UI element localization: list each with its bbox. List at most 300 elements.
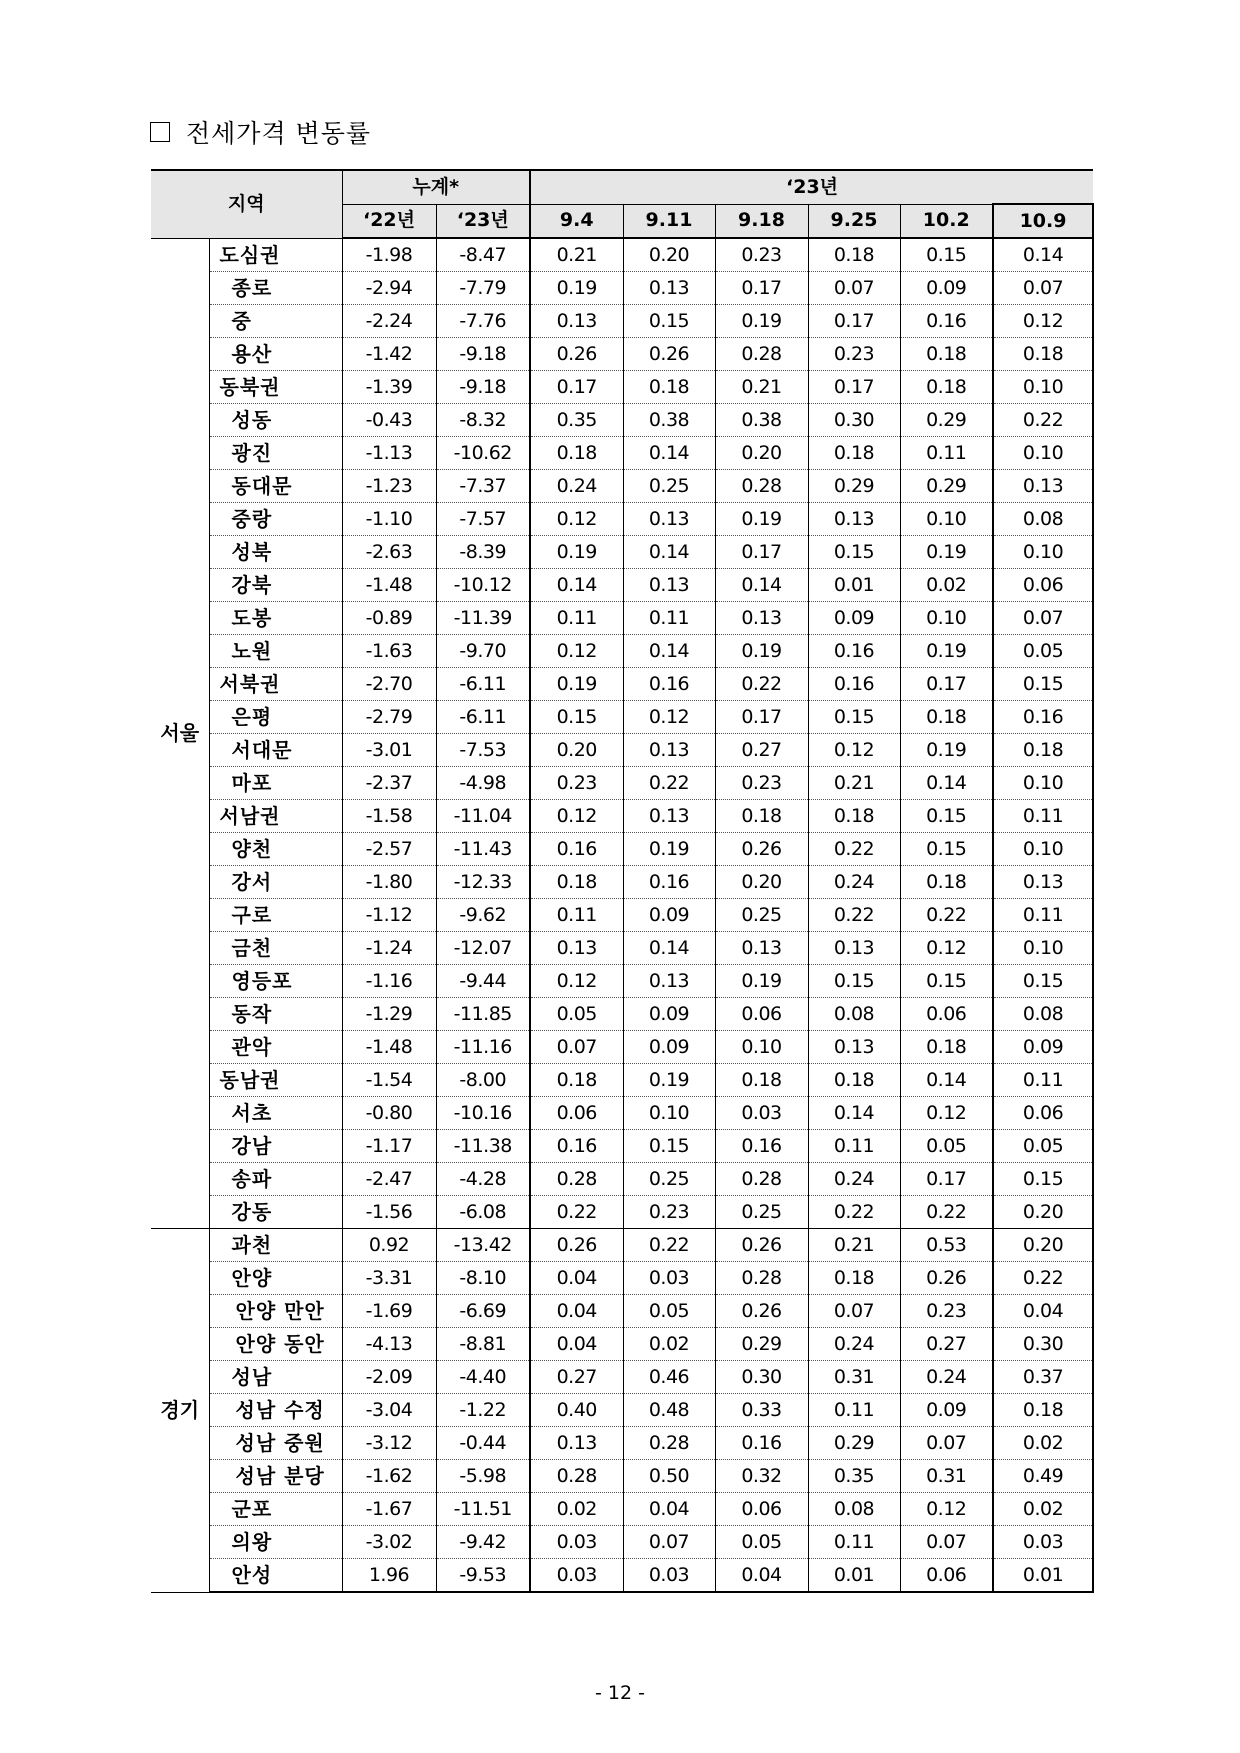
cumulative-value: -6.11 xyxy=(436,668,530,701)
table-row xyxy=(151,1526,1093,1559)
cumulative-value: -3.02 xyxy=(342,1526,436,1559)
cumulative-value: -4.28 xyxy=(436,1163,530,1196)
area-name: 강서 xyxy=(209,866,342,899)
cumulative-value: -9.53 xyxy=(436,1559,530,1593)
weekly-value: 0.25 xyxy=(715,1196,808,1229)
table-row xyxy=(151,1229,1093,1262)
weekly-value: 0.18 xyxy=(808,800,900,833)
weekly-value: 0.06 xyxy=(900,998,993,1031)
weekly-value: 0.10 xyxy=(900,503,993,536)
weekly-value: 0.15 xyxy=(900,800,993,833)
area-name: 양천 xyxy=(209,833,342,866)
area-name: 영등포 xyxy=(209,965,342,998)
weekly-value: 0.05 xyxy=(900,1130,993,1163)
weekly-value: 0.13 xyxy=(808,503,900,536)
weekly-value: 0.14 xyxy=(900,1064,993,1097)
weekly-value: 0.15 xyxy=(900,965,993,998)
cumulative-value: -2.79 xyxy=(342,701,436,734)
weekly-value: 0.08 xyxy=(808,998,900,1031)
weekly-value: 0.05 xyxy=(993,1130,1093,1163)
section-title xyxy=(150,114,371,150)
weekly-value: 0.18 xyxy=(530,1064,623,1097)
weekly-value: 0.23 xyxy=(808,338,900,371)
table-row xyxy=(151,1262,1093,1295)
cumulative-value: -4.98 xyxy=(436,767,530,800)
weekly-value: 0.20 xyxy=(530,734,623,767)
weekly-value: 0.10 xyxy=(623,1097,715,1130)
table-row xyxy=(151,800,1093,833)
weekly-value: 0.09 xyxy=(623,899,715,932)
weekly-value: 0.20 xyxy=(715,866,808,899)
cumulative-value: -2.63 xyxy=(342,536,436,569)
area-name: 서초 xyxy=(209,1097,342,1130)
table-row xyxy=(151,1394,1093,1427)
weekly-value: 0.28 xyxy=(530,1163,623,1196)
weekly-value: 0.13 xyxy=(623,800,715,833)
weekly-value: 0.06 xyxy=(530,1097,623,1130)
weekly-value: 0.07 xyxy=(900,1427,993,1460)
weekly-value: 0.28 xyxy=(715,338,808,371)
weekly-value: 0.12 xyxy=(900,1097,993,1130)
cumulative-value: -0.80 xyxy=(342,1097,436,1130)
cumulative-value: -1.23 xyxy=(342,470,436,503)
jeonse-price-change-table xyxy=(151,169,1094,1593)
cumulative-value: -2.57 xyxy=(342,833,436,866)
table-row xyxy=(151,404,1093,437)
cumulative-value: -11.51 xyxy=(436,1493,530,1526)
area-name: 금천 xyxy=(209,932,342,965)
cumulative-value: -5.98 xyxy=(436,1460,530,1493)
weekly-value: 0.14 xyxy=(623,932,715,965)
weekly-value: 0.10 xyxy=(993,932,1093,965)
table-row xyxy=(151,932,1093,965)
table-row xyxy=(151,1361,1093,1394)
header-week: 9.11 xyxy=(623,204,715,238)
area-name: 안양 xyxy=(209,1262,342,1295)
weekly-value: 0.38 xyxy=(623,404,715,437)
cumulative-value: -8.39 xyxy=(436,536,530,569)
table-row xyxy=(151,1031,1093,1064)
cumulative-value: -7.76 xyxy=(436,305,530,338)
table-row xyxy=(151,1295,1093,1328)
weekly-value: 0.21 xyxy=(808,1229,900,1262)
weekly-value: 0.06 xyxy=(993,569,1093,602)
weekly-value: 0.26 xyxy=(530,1229,623,1262)
weekly-value: 0.20 xyxy=(623,238,715,272)
area-name: 안성 xyxy=(209,1559,342,1593)
table-row xyxy=(151,734,1093,767)
cumulative-value: -12.07 xyxy=(436,932,530,965)
area-name: 동남권 xyxy=(209,1064,342,1097)
table-row xyxy=(151,305,1093,338)
weekly-value: 0.28 xyxy=(715,1163,808,1196)
cumulative-value: -2.24 xyxy=(342,305,436,338)
table-row xyxy=(151,371,1093,404)
weekly-value: 0.03 xyxy=(623,1262,715,1295)
table-row xyxy=(151,569,1093,602)
cumulative-value: -10.62 xyxy=(436,437,530,470)
weekly-value: 0.01 xyxy=(993,1559,1093,1593)
weekly-value: 0.20 xyxy=(993,1229,1093,1262)
cumulative-value: -1.10 xyxy=(342,503,436,536)
table-row xyxy=(151,1427,1093,1460)
weekly-value: 0.16 xyxy=(715,1130,808,1163)
weekly-value: 0.13 xyxy=(623,272,715,305)
cumulative-value: -1.56 xyxy=(342,1196,436,1229)
weekly-value: 0.22 xyxy=(993,404,1093,437)
cumulative-value: -9.44 xyxy=(436,965,530,998)
weekly-value: 0.13 xyxy=(715,602,808,635)
weekly-value: 0.12 xyxy=(900,932,993,965)
area-name: 강남 xyxy=(209,1130,342,1163)
header-cum-2023: ‘23년 xyxy=(436,204,530,238)
cumulative-value: -11.38 xyxy=(436,1130,530,1163)
weekly-value: 0.17 xyxy=(900,668,993,701)
weekly-value: 0.26 xyxy=(715,1295,808,1328)
cumulative-value: -9.70 xyxy=(436,635,530,668)
area-name: 안양 만안 xyxy=(209,1295,342,1328)
table-row xyxy=(151,1559,1093,1593)
cumulative-value: -9.62 xyxy=(436,899,530,932)
weekly-value: 0.16 xyxy=(900,305,993,338)
weekly-value: 0.29 xyxy=(900,470,993,503)
weekly-value: 0.18 xyxy=(808,238,900,272)
cumulative-value: -2.37 xyxy=(342,767,436,800)
weekly-value: 0.53 xyxy=(900,1229,993,1262)
weekly-value: 0.23 xyxy=(715,238,808,272)
area-name: 도심권 xyxy=(209,238,342,272)
cumulative-value: -1.48 xyxy=(342,569,436,602)
cumulative-value: -1.54 xyxy=(342,1064,436,1097)
weekly-value: 0.22 xyxy=(715,668,808,701)
weekly-value: 0.07 xyxy=(900,1526,993,1559)
area-name: 과천 xyxy=(209,1229,342,1262)
table-row xyxy=(151,238,1093,272)
table-row xyxy=(151,503,1093,536)
cumulative-value: -1.39 xyxy=(342,371,436,404)
weekly-value: 0.19 xyxy=(715,503,808,536)
weekly-value: 0.15 xyxy=(900,238,993,272)
weekly-value: 0.12 xyxy=(900,1493,993,1526)
cumulative-value: -6.69 xyxy=(436,1295,530,1328)
cumulative-value: -6.08 xyxy=(436,1196,530,1229)
weekly-value: 0.22 xyxy=(623,1229,715,1262)
weekly-value: 0.17 xyxy=(900,1163,993,1196)
area-name: 의왕 xyxy=(209,1526,342,1559)
weekly-value: 0.19 xyxy=(715,635,808,668)
weekly-value: 0.30 xyxy=(715,1361,808,1394)
cumulative-value: -1.17 xyxy=(342,1130,436,1163)
weekly-value: 0.22 xyxy=(808,899,900,932)
area-name: 광진 xyxy=(209,437,342,470)
weekly-value: 0.02 xyxy=(623,1328,715,1361)
weekly-value: 0.13 xyxy=(808,932,900,965)
weekly-value: 0.29 xyxy=(808,470,900,503)
area-name: 안양 동안 xyxy=(209,1328,342,1361)
cumulative-value: -7.57 xyxy=(436,503,530,536)
weekly-value: 0.11 xyxy=(623,602,715,635)
weekly-value: 0.37 xyxy=(993,1361,1093,1394)
weekly-value: 0.19 xyxy=(900,635,993,668)
weekly-value: 0.17 xyxy=(808,305,900,338)
area-name: 동북권 xyxy=(209,371,342,404)
area-name: 동작 xyxy=(209,998,342,1031)
cumulative-value: -0.43 xyxy=(342,404,436,437)
weekly-value: 0.10 xyxy=(993,767,1093,800)
cumulative-value: -1.69 xyxy=(342,1295,436,1328)
weekly-value: 0.28 xyxy=(715,470,808,503)
weekly-value: 0.11 xyxy=(900,437,993,470)
weekly-value: 0.31 xyxy=(900,1460,993,1493)
header-year-2023: ‘23년 xyxy=(530,170,1093,204)
table-row xyxy=(151,338,1093,371)
weekly-value: 0.15 xyxy=(993,1163,1093,1196)
cumulative-value: -1.98 xyxy=(342,238,436,272)
cumulative-value: -11.85 xyxy=(436,998,530,1031)
area-name: 용산 xyxy=(209,338,342,371)
cumulative-value: -11.43 xyxy=(436,833,530,866)
cumulative-value: -1.42 xyxy=(342,338,436,371)
table-row xyxy=(151,701,1093,734)
weekly-value: 0.07 xyxy=(808,272,900,305)
cumulative-value: -11.16 xyxy=(436,1031,530,1064)
weekly-value: 0.27 xyxy=(900,1328,993,1361)
area-name: 서남권 xyxy=(209,800,342,833)
weekly-value: 0.18 xyxy=(900,701,993,734)
weekly-value: 0.21 xyxy=(715,371,808,404)
weekly-value: 0.14 xyxy=(993,238,1093,272)
cumulative-value: -8.81 xyxy=(436,1328,530,1361)
cumulative-value: -2.70 xyxy=(342,668,436,701)
weekly-value: 0.38 xyxy=(715,404,808,437)
area-name: 강동 xyxy=(209,1196,342,1229)
weekly-value: 0.22 xyxy=(993,1262,1093,1295)
weekly-value: 0.19 xyxy=(715,965,808,998)
weekly-value: 0.22 xyxy=(900,1196,993,1229)
weekly-value: 0.05 xyxy=(530,998,623,1031)
cumulative-value: -1.22 xyxy=(436,1394,530,1427)
weekly-value: 0.07 xyxy=(530,1031,623,1064)
weekly-value: 0.02 xyxy=(993,1427,1093,1460)
cumulative-value: -3.01 xyxy=(342,734,436,767)
weekly-value: 0.12 xyxy=(530,503,623,536)
area-name: 동대문 xyxy=(209,470,342,503)
area-name: 성남 xyxy=(209,1361,342,1394)
cumulative-value: -1.24 xyxy=(342,932,436,965)
weekly-value: 0.29 xyxy=(900,404,993,437)
weekly-value: 0.10 xyxy=(993,536,1093,569)
weekly-value: 0.07 xyxy=(993,272,1093,305)
cumulative-value: -7.37 xyxy=(436,470,530,503)
weekly-value: 0.10 xyxy=(993,437,1093,470)
weekly-value: 0.14 xyxy=(623,635,715,668)
weekly-value: 0.25 xyxy=(623,470,715,503)
weekly-value: 0.26 xyxy=(623,338,715,371)
weekly-value: 0.11 xyxy=(530,602,623,635)
weekly-value: 0.26 xyxy=(530,338,623,371)
weekly-value: 0.50 xyxy=(623,1460,715,1493)
weekly-value: 0.18 xyxy=(623,371,715,404)
weekly-value: 0.24 xyxy=(808,1163,900,1196)
weekly-value: 0.13 xyxy=(993,866,1093,899)
table-row xyxy=(151,998,1093,1031)
cumulative-value: -9.18 xyxy=(436,371,530,404)
cumulative-value: -4.40 xyxy=(436,1361,530,1394)
header-week: 9.25 xyxy=(808,204,900,238)
cumulative-value: -11.39 xyxy=(436,602,530,635)
weekly-value: 0.12 xyxy=(530,800,623,833)
weekly-value: 0.09 xyxy=(993,1031,1093,1064)
cumulative-value: -1.12 xyxy=(342,899,436,932)
table-row xyxy=(151,965,1093,998)
weekly-value: 0.07 xyxy=(623,1526,715,1559)
weekly-value: 0.27 xyxy=(530,1361,623,1394)
cumulative-value: -0.89 xyxy=(342,602,436,635)
cumulative-value: 1.96 xyxy=(342,1559,436,1593)
area-name: 서대문 xyxy=(209,734,342,767)
header-region: 지역 xyxy=(151,170,342,238)
table-row xyxy=(151,1493,1093,1526)
weekly-value: 0.15 xyxy=(808,701,900,734)
weekly-value: 0.15 xyxy=(808,965,900,998)
cumulative-value: -1.16 xyxy=(342,965,436,998)
area-name: 성북 xyxy=(209,536,342,569)
area-name: 은평 xyxy=(209,701,342,734)
weekly-value: 0.26 xyxy=(900,1262,993,1295)
cumulative-value: -3.04 xyxy=(342,1394,436,1427)
weekly-value: 0.21 xyxy=(808,767,900,800)
area-name: 도봉 xyxy=(209,602,342,635)
weekly-value: 0.09 xyxy=(623,1031,715,1064)
weekly-value: 0.03 xyxy=(715,1097,808,1130)
weekly-value: 0.28 xyxy=(623,1427,715,1460)
weekly-value: 0.35 xyxy=(530,404,623,437)
table-row xyxy=(151,536,1093,569)
weekly-value: 0.11 xyxy=(993,1064,1093,1097)
cumulative-value: -1.67 xyxy=(342,1493,436,1526)
cumulative-value: -10.16 xyxy=(436,1097,530,1130)
weekly-value: 0.18 xyxy=(715,800,808,833)
weekly-value: 0.15 xyxy=(530,701,623,734)
weekly-value: 0.16 xyxy=(530,1130,623,1163)
table-row xyxy=(151,1064,1093,1097)
weekly-value: 0.13 xyxy=(530,305,623,338)
weekly-value: 0.02 xyxy=(530,1493,623,1526)
cumulative-value: -4.13 xyxy=(342,1328,436,1361)
weekly-value: 0.13 xyxy=(623,734,715,767)
weekly-value: 0.23 xyxy=(623,1196,715,1229)
weekly-value: 0.18 xyxy=(900,338,993,371)
weekly-value: 0.13 xyxy=(530,1427,623,1460)
weekly-value: 0.04 xyxy=(530,1328,623,1361)
weekly-value: 0.14 xyxy=(530,569,623,602)
header-week: 10.2 xyxy=(900,204,993,238)
weekly-value: 0.17 xyxy=(530,371,623,404)
cumulative-value: -7.79 xyxy=(436,272,530,305)
header-cumulative: 누계* xyxy=(342,170,530,204)
table-row xyxy=(151,1196,1093,1229)
weekly-value: 0.12 xyxy=(808,734,900,767)
weekly-value: 0.18 xyxy=(900,1031,993,1064)
header-week: 10.9 xyxy=(993,204,1093,238)
weekly-value: 0.03 xyxy=(530,1526,623,1559)
weekly-value: 0.24 xyxy=(808,1328,900,1361)
table-header xyxy=(151,170,1093,238)
table-row xyxy=(151,866,1093,899)
cumulative-value: -9.42 xyxy=(436,1526,530,1559)
weekly-value: 0.11 xyxy=(808,1394,900,1427)
table-row xyxy=(151,1163,1093,1196)
area-name: 성남 수정 xyxy=(209,1394,342,1427)
weekly-value: 0.29 xyxy=(808,1427,900,1460)
weekly-value: 0.35 xyxy=(808,1460,900,1493)
weekly-value: 0.15 xyxy=(993,965,1093,998)
cumulative-value: -1.29 xyxy=(342,998,436,1031)
weekly-value: 0.20 xyxy=(715,437,808,470)
table-body xyxy=(151,238,1093,1592)
weekly-value: 0.14 xyxy=(623,536,715,569)
cumulative-value: -3.12 xyxy=(342,1427,436,1460)
weekly-value: 0.11 xyxy=(808,1526,900,1559)
weekly-value: 0.12 xyxy=(530,965,623,998)
weekly-value: 0.08 xyxy=(993,998,1093,1031)
weekly-value: 0.16 xyxy=(623,668,715,701)
weekly-value: 0.16 xyxy=(808,668,900,701)
table-row xyxy=(151,1328,1093,1361)
table-row xyxy=(151,1130,1093,1163)
weekly-value: 0.11 xyxy=(993,899,1093,932)
weekly-value: 0.16 xyxy=(808,635,900,668)
weekly-value: 0.09 xyxy=(623,998,715,1031)
cumulative-value: -1.80 xyxy=(342,866,436,899)
cumulative-value: -6.11 xyxy=(436,701,530,734)
weekly-value: 0.29 xyxy=(715,1328,808,1361)
weekly-value: 0.13 xyxy=(993,470,1093,503)
weekly-value: 0.10 xyxy=(993,833,1093,866)
weekly-value: 0.06 xyxy=(900,1559,993,1593)
header-week: 9.18 xyxy=(715,204,808,238)
table-row xyxy=(151,833,1093,866)
header-week: 9.4 xyxy=(530,204,623,238)
weekly-value: 0.10 xyxy=(715,1031,808,1064)
table-row xyxy=(151,668,1093,701)
cumulative-value: -1.58 xyxy=(342,800,436,833)
weekly-value: 0.22 xyxy=(530,1196,623,1229)
weekly-value: 0.22 xyxy=(900,899,993,932)
weekly-value: 0.28 xyxy=(715,1262,808,1295)
weekly-value: 0.05 xyxy=(993,635,1093,668)
weekly-value: 0.18 xyxy=(808,437,900,470)
cumulative-value: -9.18 xyxy=(436,338,530,371)
cumulative-value: -7.53 xyxy=(436,734,530,767)
weekly-value: 0.17 xyxy=(715,701,808,734)
weekly-value: 0.18 xyxy=(900,371,993,404)
cumulative-value: -8.47 xyxy=(436,238,530,272)
weekly-value: 0.12 xyxy=(530,635,623,668)
weekly-value: 0.18 xyxy=(993,1394,1093,1427)
weekly-value: 0.20 xyxy=(993,1196,1093,1229)
weekly-value: 0.16 xyxy=(715,1427,808,1460)
table-row xyxy=(151,767,1093,800)
table-row xyxy=(151,470,1093,503)
area-name: 관악 xyxy=(209,1031,342,1064)
weekly-value: 0.06 xyxy=(993,1097,1093,1130)
weekly-value: 0.23 xyxy=(530,767,623,800)
weekly-value: 0.22 xyxy=(808,833,900,866)
weekly-value: 0.11 xyxy=(530,899,623,932)
weekly-value: 0.23 xyxy=(900,1295,993,1328)
weekly-value: 0.27 xyxy=(715,734,808,767)
